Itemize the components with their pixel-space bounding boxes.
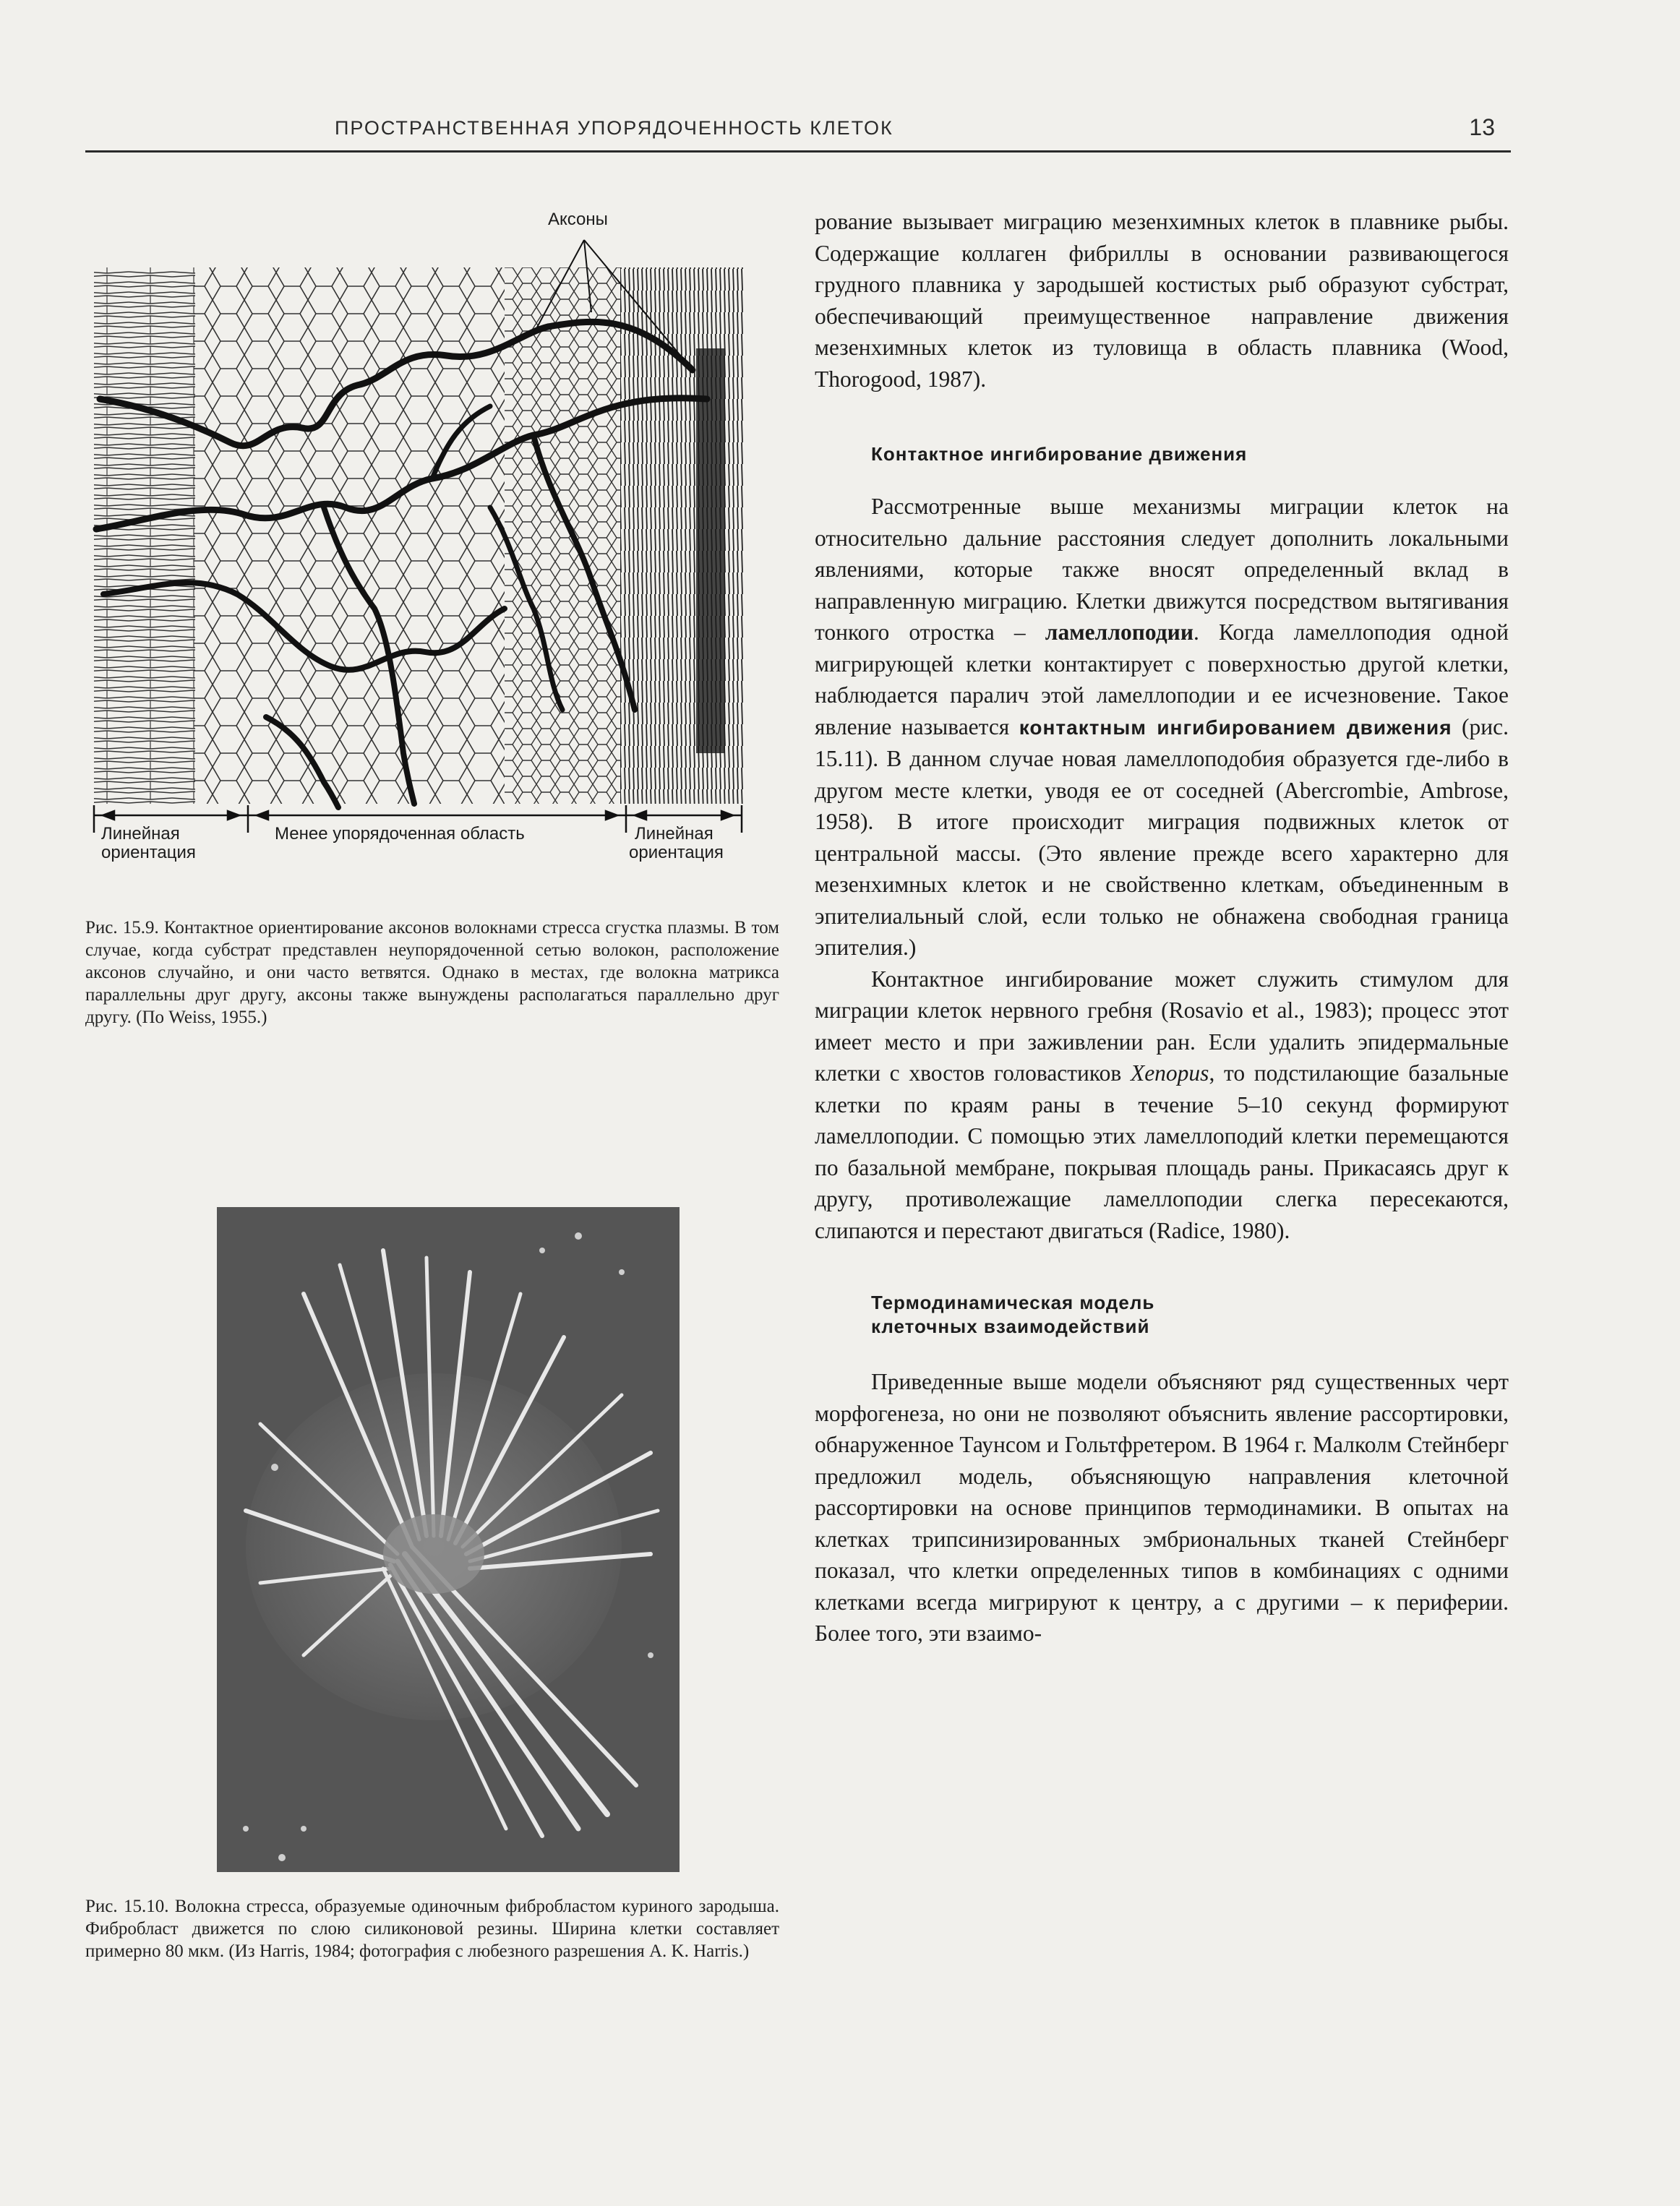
label-axons: Аксоны bbox=[548, 210, 608, 229]
axon-network-diagram bbox=[85, 204, 758, 876]
figure-15-10-caption-text: Рис. 15.10. Волокна стресса, образуемые одиночным фибробластом куриного зародыша. Фибробласт движется по слою силиконовой резины. Ширина клетки составляет примерно 80 мкм. (Из Harris, 1984; фотография с любезного разрешения A. K. Harris.) bbox=[85, 1897, 779, 1961]
cell-nucleus bbox=[383, 1514, 484, 1594]
paragraph-intro: рование вызывает миграцию мезенхимных клеток в плавнике рыбы. Содержащие коллаген фибриллы в основании развивающегося грудного плавника у зародышей костистых рыб образуют субстрат, обеспечивающий преимущественное направление движения мезенхимных клеток из туловища в область плавника (Wood, Thorogood, 1987). bbox=[815, 209, 1509, 392]
left-linear-region bbox=[94, 267, 195, 804]
label-left-orientation-1: Линейная bbox=[101, 824, 180, 844]
label-left-orientation-2: ориентация bbox=[101, 843, 196, 862]
term-lamellipodia: ламеллоподии bbox=[1045, 619, 1193, 645]
heading-thermodynamic-model-2: клеточных взаимодействий bbox=[871, 1316, 1150, 1337]
figure-15-9-caption-text: Рис. 15.9. Контактное ориентирование аксонов волокнами стресса сгустка плазмы. В том случае, когда субстрат представлен неупорядоченной сетью волокон, расположение аксонов случайно, и они часто ветвятся. Однако в местах, где волокна матрикса параллельны друг другу, аксоны также вынуждены располагаться параллельно друг другу. (По Weiss, 1955.) bbox=[85, 918, 779, 1027]
figure-15-10-caption bbox=[85, 1895, 779, 1962]
running-header bbox=[85, 114, 1511, 153]
paragraph-contact-1-part-b: . Когда ламеллоподия одной мигрирующей клетки контактирует с поверхностью другой клетки, наблюдается паралич этой ламеллоподии и ее исчезновение. Такое явление называется bbox=[815, 619, 1509, 739]
figure-15-9-caption bbox=[85, 917, 779, 1029]
right-dark-band bbox=[696, 348, 725, 753]
figure-15-9 bbox=[85, 204, 758, 876]
term-xenopus: Xenopus bbox=[1130, 1060, 1209, 1086]
label-right-orientation-2: ориентация bbox=[629, 843, 724, 862]
paragraph-contact-2-part-b: , то подстилающие базальные клетки по краям раны в течение 5–10 секунд формируют ламеллоподии. С помощью этих ламеллоподий клетки перемещаются по базальной мембране, покрывая площадь раны. Прикасаясь друг к другу, противолежащие ламеллоподии слегка пересекаются, слипаются и перестают двигаться (Radice, 1980). bbox=[815, 1060, 1509, 1243]
paragraph-contact-2-part-a: Контактное ингибирование может служить стимулом для миграции клеток нервного гребня (Rosavio et al., 1983); процесс этот имеет место и при заживлении ран. Если удалить эпидермальные клетки с хвостов головастиков bbox=[815, 966, 1509, 1086]
label-middle-region: Менее упорядоченная область bbox=[275, 824, 525, 844]
figure-15-10-photo bbox=[217, 1207, 680, 1872]
paragraph-thermodynamic: Приведенные выше модели объясняют ряд существенных черт морфогенеза, но они не позволяют объяснить явление рассортировки, обнаруженное Таунсом и Гольтфретером. В 1964 г. Малколм Стейнберг предложил модель, объясняющую направления клеточной рассортировки на основе принципов термодинамики. В опытах на клетках трипсинизированных эмбриональных тканей Стейнберг показал, что клетки определенных типов в комбинациях с одними клетками всегда мигрируют к центру, а с другими – к периферии. Более того, эти взаимо- bbox=[815, 1369, 1509, 1646]
heading-contact-inhibition: Контактное ингибирование движения bbox=[871, 443, 1248, 465]
fibroblast-photo-illustration bbox=[217, 1207, 680, 1872]
label-right-orientation-1: Линейная bbox=[635, 824, 713, 844]
heading-thermodynamic-model-1: Термодинамическая модель bbox=[871, 1292, 1155, 1313]
running-title: ПРОСТРАНСТВЕННАЯ УПОРЯДОЧЕННОСТЬ КЛЕТОК bbox=[335, 117, 893, 139]
right-column bbox=[815, 206, 1509, 1649]
paragraph-contact-1-part-a: Рассмотренные выше механизмы миграции клеток на относительно дальние расстояния следует дополнить локальными явлениями, которые также вносят определенный вклад в направленную миграцию. Клетки движутся посредством вытягивания тонкого отростка – bbox=[815, 494, 1509, 645]
page-number: 13 bbox=[1469, 114, 1495, 140]
term-contact-inhibition: контактным ингибированием движения bbox=[1019, 716, 1452, 739]
paragraph-contact-2 bbox=[815, 963, 1509, 1247]
disordered-region bbox=[194, 267, 505, 804]
paragraph-contact-1-part-c: (рис. 15.11). В данном случае новая ламеллоподобия образуется где-либо в другом месте клетки, уводя ее от соседней (Abercrombie, Ambrose, 1958). В итоге происходит миграция подвижных клеток от центральной массы. (Это явление прежде всего характерно для мезенхимных клеток и не свойственно клеткам, объединенным в эпителиальный слой, если только не обнажена свободная граница эпителия.) bbox=[815, 713, 1509, 960]
paragraph-contact-1 bbox=[815, 491, 1509, 963]
transition-region bbox=[505, 267, 620, 804]
